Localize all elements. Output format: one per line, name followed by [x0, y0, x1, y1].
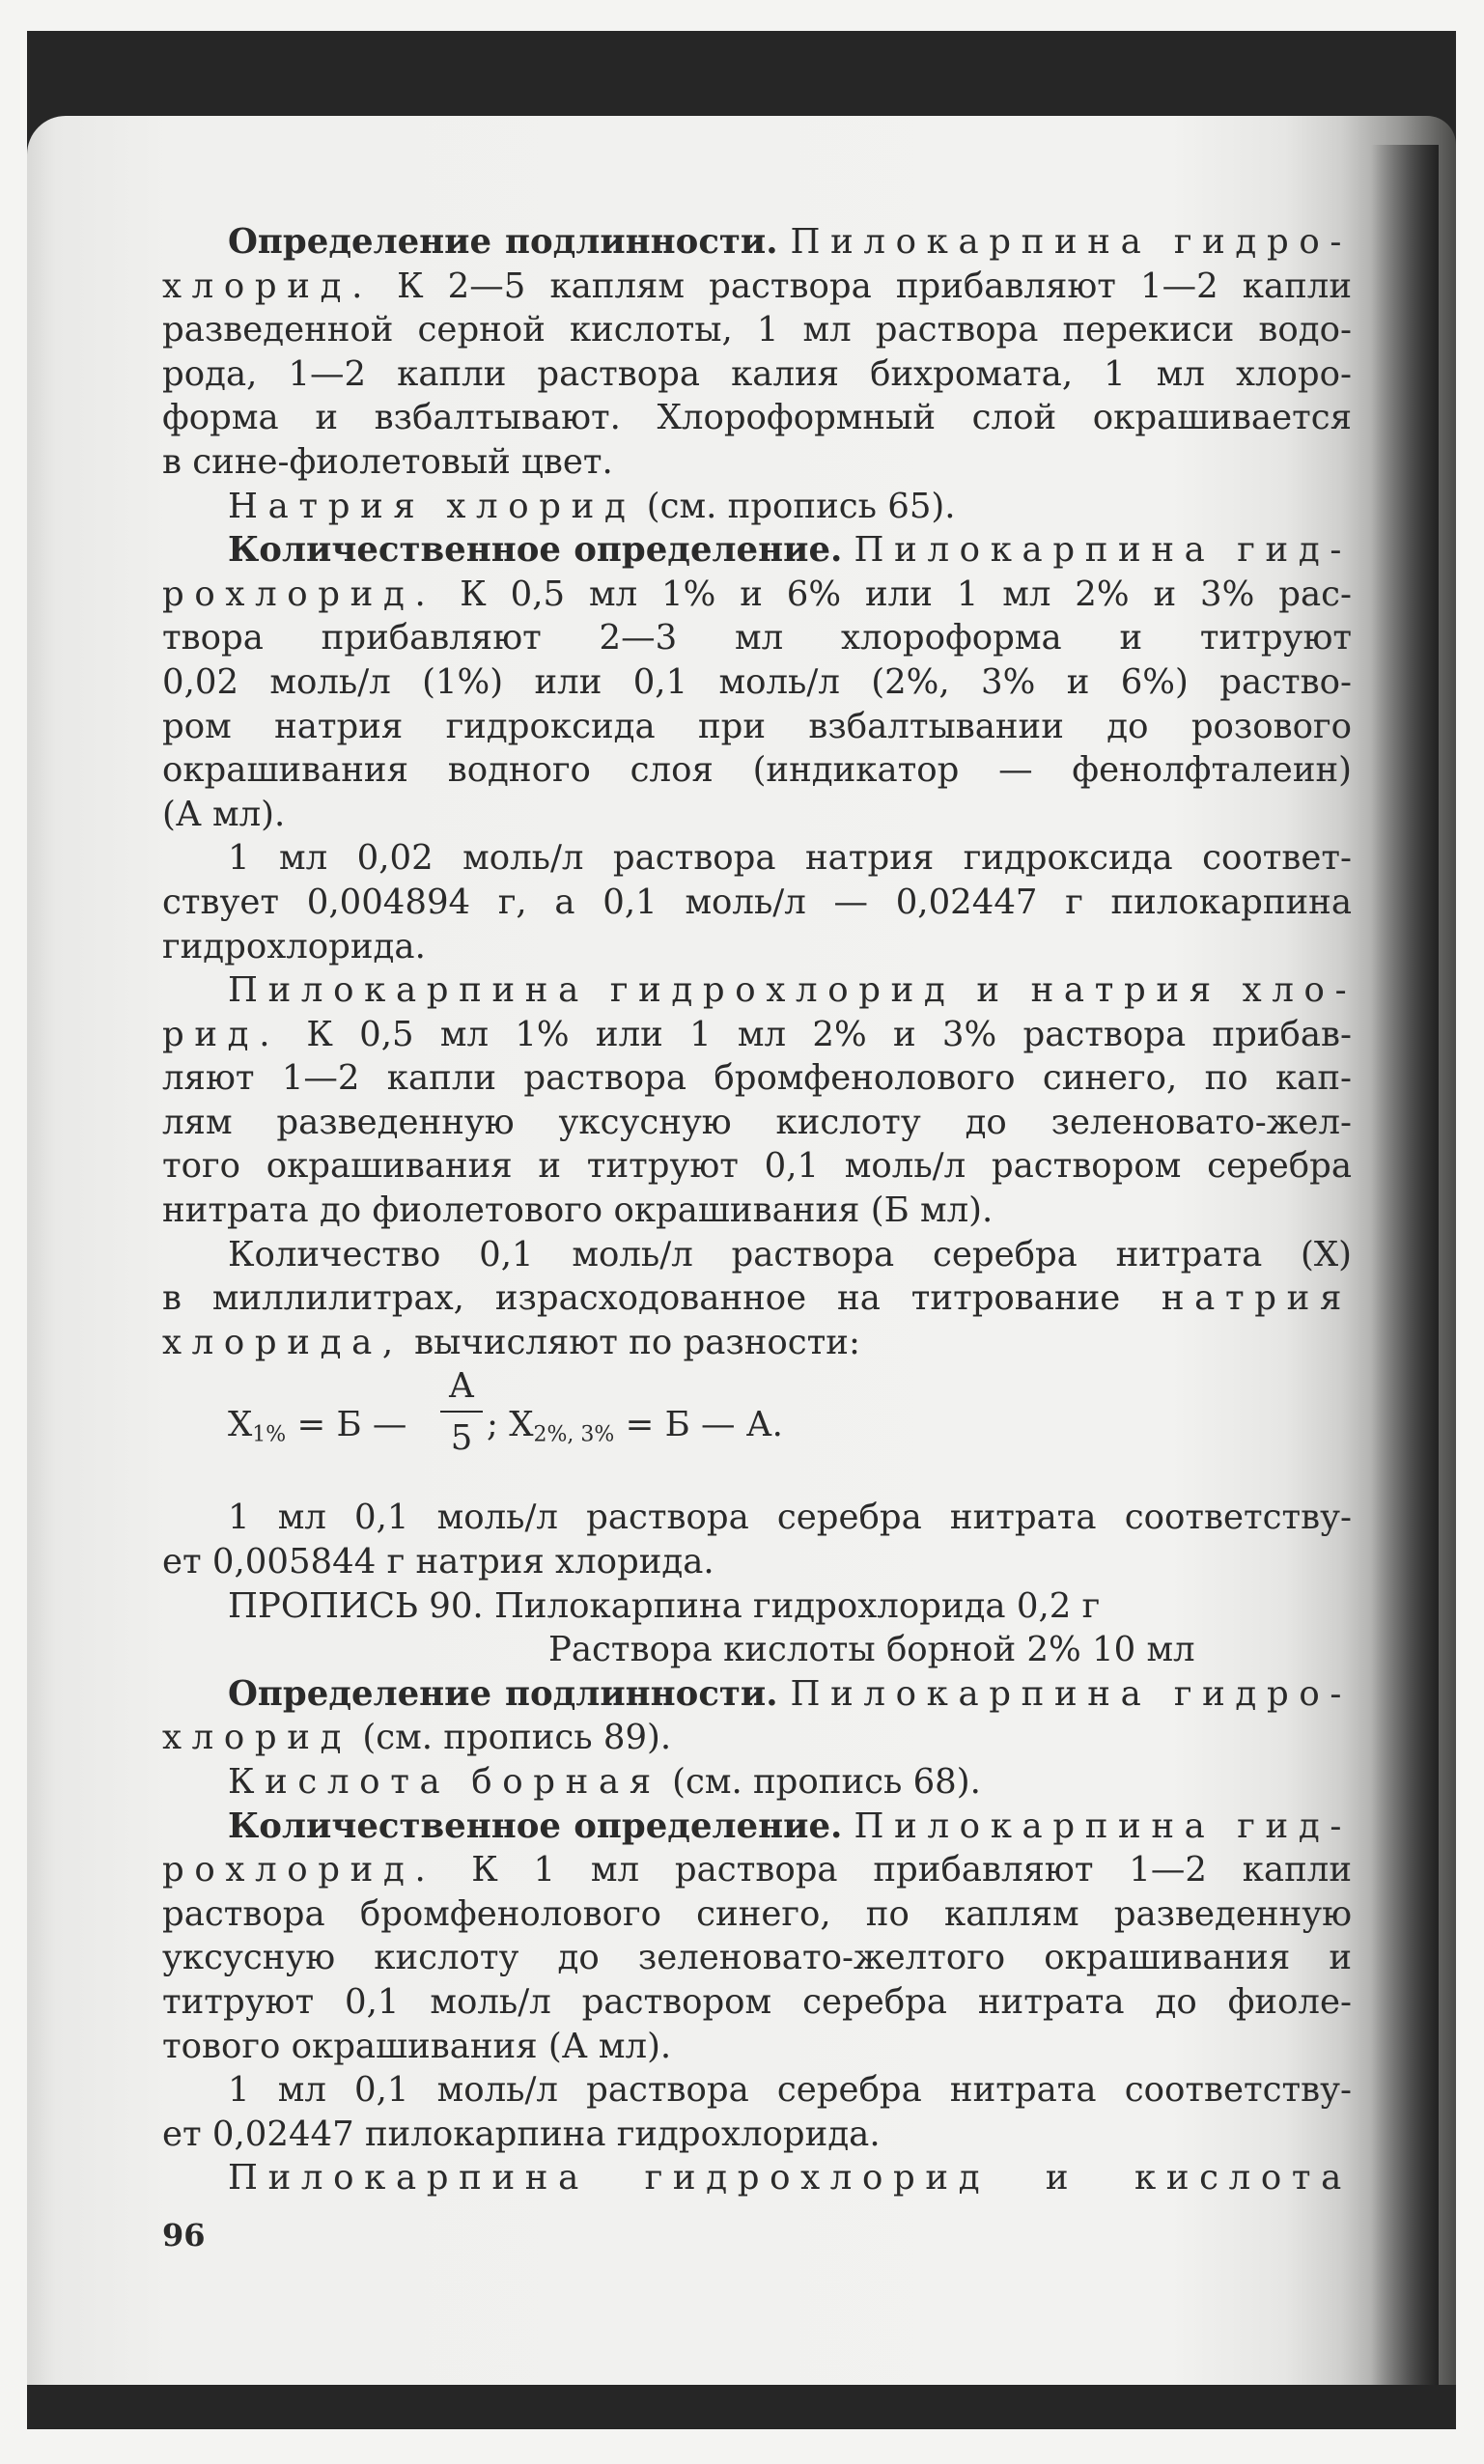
formula-fraction: А 5 — [440, 1364, 483, 1461]
text-line: 1 мл 0,02 моль/л раствора натрия гидроксида соответ- — [228, 838, 1352, 879]
text-line: твора прибавляют 2—3 мл хлороформа и титруют — [162, 618, 1352, 658]
text-line: ет 0,02447 пилокарпина гидрохлорида. — [162, 2114, 881, 2154]
text-line: 0,02 моль/л (1%) или 0,1 моль/л (2%, 3% и 6%) раство- — [162, 661, 1352, 702]
text-line: Количественное определение. Пилокарпина гид- — [228, 1806, 1352, 1846]
text-line: ром натрия гидроксида при взбалтывании до розового — [162, 706, 1352, 746]
text-line: хлорида, вычисляют по разности: — [162, 1322, 860, 1362]
text-line: Пилокарпина гидрохлорид и натрия хло- — [228, 970, 1358, 1011]
text-line: лям разведенную уксусную кислоту до зеленовато-жел- — [162, 1102, 1352, 1142]
text-line: рид. К 0,5 мл 1% или 1 мл 2% и 3% раствора прибав- — [162, 1014, 1352, 1054]
text-line: ет 0,005844 г натрия хлорида. — [162, 1542, 714, 1582]
text-line: рохлорид. К 1 мл раствора прибавляют 1—2 капли — [162, 1850, 1352, 1890]
formula-left: $X_{1\%} = Б$ — — [228, 1405, 407, 1447]
text-line: Кислота борная (см. пропись 68). — [228, 1762, 981, 1802]
page-body — [162, 220, 1358, 2200]
text-line: того окрашивания и титруют 0,1 моль/л раствором серебра — [162, 1146, 1352, 1187]
text-line: ляют 1—2 капли раствора бромфенолового синего, по кап- — [162, 1058, 1352, 1099]
text-line: тового окрашивания (А мл). — [162, 2026, 672, 2066]
text-line: форма и взбалтывают. Хлороформный слой окрашивается — [162, 398, 1352, 438]
text-line: хлорид (см. пропись 89). — [162, 1718, 672, 1758]
formula — [162, 1364, 1352, 1496]
text-line: рохлорид. К 0,5 мл 1% и 6% или 1 мл 2% и 3% рас- — [162, 574, 1352, 614]
text-line: рода, 1—2 капли раствора калия бихромата, 1 мл хлоро- — [162, 353, 1352, 394]
text-line: гидрохлорида. — [162, 926, 426, 966]
text-line: в миллилитрах, израсходованное на титрование натрия — [162, 1278, 1352, 1319]
text-line: Количественное определение. Пилокарпина гид- — [228, 530, 1352, 571]
text-line: титруют 0,1 моль/л раствором серебра нитрата до фиоле- — [162, 1981, 1352, 2022]
text-line: раствора бромфенолового синего, по каплям разведенную — [162, 1893, 1352, 1934]
text-line: Определение подлинности. Пилокарпина гидро- — [228, 1673, 1352, 1714]
text-line: окрашивания водного слоя (индикатор — фенолфталеин) — [162, 750, 1352, 791]
page-number: 96 — [162, 2217, 206, 2254]
text-line: в сине-фиолетовый цвет. — [162, 441, 613, 482]
fraction-bar — [440, 1411, 483, 1413]
scan-bottom-border — [27, 2385, 1456, 2429]
text-line: хлорид. К 2—5 каплям раствора прибавляют 1—2 капли — [162, 266, 1352, 306]
text-line: 1 мл 0,1 моль/л раствора серебра нитрата соответству- — [228, 2070, 1352, 2111]
text-line: (А мл). — [162, 794, 286, 834]
text-line: нитрата до фиолетового окрашивания (Б мл). — [162, 1190, 994, 1231]
formula-right: ; $X_{2\%, 3\%} = Б$ — А. — [487, 1405, 783, 1447]
text-line: Определение подлинности. Пилокарпина гидро- — [228, 222, 1352, 262]
binding-shadow — [1371, 145, 1439, 2394]
text-line: Натрия хлорид (см. пропись 65). — [228, 486, 956, 526]
text-line: Пилокарпина гидрохлорид и кислота — [228, 2158, 1352, 2198]
text-line: ствует 0,004894 г, а 0,1 моль/л — 0,02447 г пилокарпина — [162, 882, 1352, 922]
text-line: уксусную кислоту до зеленовато-желтого окрашивания и — [162, 1938, 1352, 1978]
text-line: разведенной серной кислоты, 1 мл раствора перекиси водо- — [162, 310, 1352, 350]
text-line: Количество 0,1 моль/л раствора серебра нитрата (X) — [228, 1234, 1352, 1274]
prescription-line: ПРОПИСЬ 90. Пилокарпина гидрохлорида 0,2 г — [228, 1585, 1101, 1626]
prescription-line: Раствора кислоты борной 2% 10 мл — [548, 1630, 1195, 1670]
text-line: 1 мл 0,1 моль/л раствора серебра нитрата соответству- — [228, 1498, 1352, 1538]
